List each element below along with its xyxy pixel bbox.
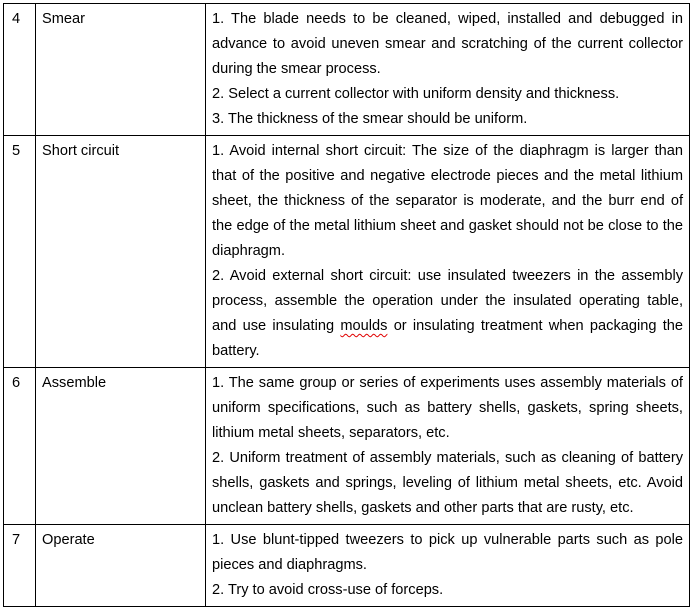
table-row-smear: [4, 4, 690, 136]
row-number: 4: [4, 4, 36, 136]
description-item: 1. Avoid internal short circuit: The size of the diaphragm is larger than that of the positive and negative electrode pieces and the metal lithium sheet, the thickness of the separator is moderate, and the burr end of the edge of the metal lithium sheet and gasket should not be close to the diaphragm.: [212, 143, 683, 259]
description-text: 2. Avoid external short circuit: use insulated tweezers in the assembly process, assemble the operation under the insulated operating table, and use insulating: [212, 268, 683, 334]
row-number: 7: [4, 525, 36, 607]
table-row-operate: [4, 525, 690, 607]
row-name: Assemble: [36, 368, 206, 525]
row-name: Smear: [36, 4, 206, 136]
precautions-table: [3, 3, 690, 607]
table-row-assemble: [4, 368, 690, 525]
row-description: [206, 4, 690, 136]
row-description: [206, 368, 690, 525]
description-item: 2. Uniform treatment of assembly materials, such as cleaning of battery shells, gaskets and springs, leveling of lithium metal sheets, etc. Avoid unclean battery shells, gaskets and other parts that are rusty, etc.: [212, 450, 683, 516]
description-item: [212, 264, 683, 364]
row-description: [206, 136, 690, 368]
row-name: Short circuit: [36, 136, 206, 368]
description-item: 2. Try to avoid cross-use of forceps.: [212, 582, 444, 598]
row-description: [206, 525, 690, 607]
description-item: 2. Select a current collector with uniform density and thickness.: [212, 86, 620, 102]
row-name: Operate: [36, 525, 206, 607]
table-row-short-circuit: [4, 136, 690, 368]
description-item: 3. The thickness of the smear should be uniform.: [212, 111, 528, 127]
description-item: 1. The blade needs to be cleaned, wiped, installed and debugged in advance to avoid uneven smear and scratching of the current collector during the smear process.: [212, 11, 683, 77]
row-number: 5: [4, 136, 36, 368]
description-item: 1. The same group or series of experiments uses assembly materials of uniform specifications, such as battery shells, gaskets, spring sheets, lithium metal sheets, separators, etc.: [212, 375, 683, 441]
description-item: 1. Use blunt-tipped tweezers to pick up vulnerable parts such as pole pieces and diaphragms.: [212, 532, 683, 573]
spellcheck-word: moulds: [340, 318, 388, 334]
row-number: 6: [4, 368, 36, 525]
description-text: or insulating treatment when packaging the battery.: [212, 318, 684, 359]
